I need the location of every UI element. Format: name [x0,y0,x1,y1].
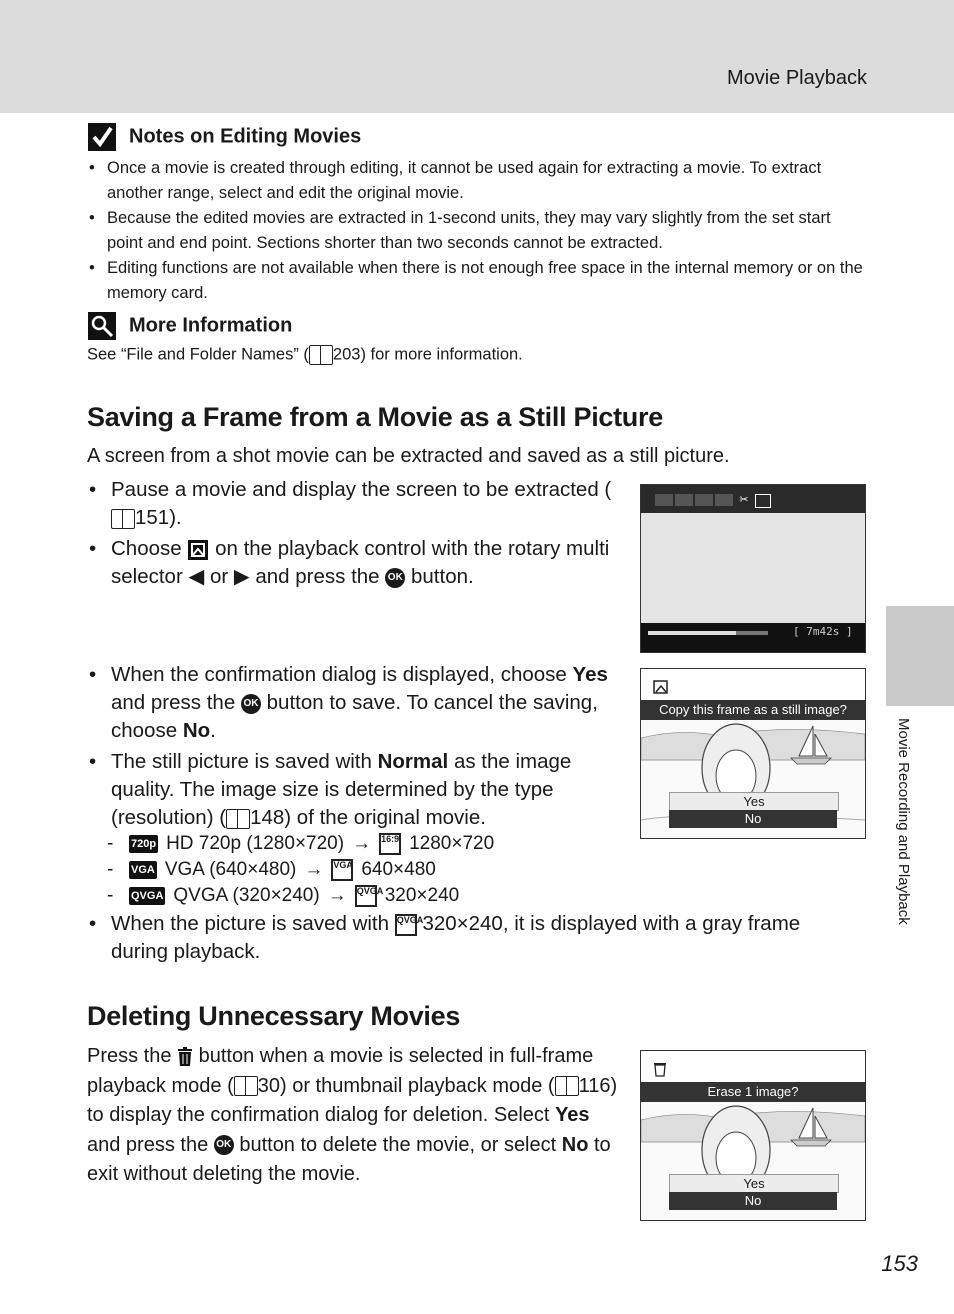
list-item: • When the picture is saved with QVGA 320×240, it is displayed with a gray frame during playback. [87,910,857,966]
section-intro: A screen from a shot movie can be extracted and saved as a still picture. [87,445,730,467]
list-item: - 720p HD 720p (1280×720) → 16:9 1280×720 [107,833,495,854]
movie-paused-screen [640,484,866,653]
steps-list-3 [87,910,857,969]
save-frame-icon [755,494,771,508]
image-size-16-9-icon: 16:9 [379,833,401,855]
section-title: Movie Playback [726,67,867,89]
no-option[interactable]: No [669,1192,837,1210]
play-icon [675,494,693,506]
steps-list-2 [87,661,622,835]
page-header [0,0,954,113]
time-remaining: [ 7m42s ] [793,625,853,638]
delete-instructions: Press the button when a movie is selected in full-frame playback mode ( 30) or thumbnail playback mode ( 116) to display the confirmation dialog for deletion. Select Yes and press the OK button to delete the movie, or select No to exit without deleting the movie. [87,1045,618,1185]
list-item: - VGA VGA (640×480) → VGA 640×480 [107,859,436,880]
ok-button-icon: OK [214,1135,234,1155]
list-item: • Because the edited movies are extracted in 1-second units, they may vary slightly from the set start point and end point. Sections shorter than two seconds cannot be extracted. [87,206,867,256]
progress-bar [648,631,768,635]
magnifier-icon [87,311,117,341]
steps-list-1 [87,476,622,594]
list-item: - QVGA QVGA (320×240) → QVGA 320×240 [107,885,460,906]
left-arrow-icon: ◀ [188,565,205,588]
more-info-text: See “File and Folder Names” ( 203) for more information. [87,345,523,364]
vga-movie-icon: VGA [129,861,157,879]
yes-option[interactable]: Yes [669,792,839,811]
list-item: • When the confirmation dialog is displayed, choose Yes and press the OK button to save. To cancel the saving, choose No. [87,661,622,745]
book-ref-icon [111,509,135,529]
dialog-prompt: Erase 1 image? [641,1082,865,1102]
page-number: 153 [881,1251,918,1276]
trash-icon [177,1047,193,1067]
no-option[interactable]: No [669,810,837,828]
save-frame-icon [653,679,669,700]
chapter-tab [886,606,954,706]
notes-heading: Notes on Editing Movies [87,122,361,152]
book-ref-icon [234,1076,258,1096]
right-arrow-icon: ▶ [233,565,250,588]
list-item: • Choose on the playback control with the rotary multi selector ◀ or ▶ and press the OK button. [87,535,622,591]
stop-icon [695,494,713,506]
image-size-qvga-icon: QVGA [395,914,417,936]
dialog-prompt: Copy this frame as a still image? [641,700,865,720]
advance-frame-icon [715,494,733,506]
book-ref-icon [309,345,333,365]
check-note-icon [87,122,117,152]
image-size-qvga-icon: QVGA [355,885,377,907]
hd720-movie-icon: 720p [129,835,158,853]
chapter-tab-label: Movie Recording and Playback [895,718,912,925]
ok-button-icon: OK [385,568,405,588]
trash-icon [653,1061,667,1082]
list-item: • Once a movie is created through editing, it cannot be used again for extracting a movie. To extract another range, select and edit the original movie. [87,156,867,206]
more-info-heading: More Information [87,311,292,341]
section-heading: Saving a Frame from a Movie as a Still Picture [87,402,663,432]
qvga-movie-icon: QVGA [129,887,165,905]
section-heading: Deleting Unnecessary Movies [87,1001,461,1031]
book-ref-icon [555,1076,579,1096]
resolution-list [107,831,494,909]
ok-button-icon: OK [241,694,261,714]
progress-area [641,623,865,652]
erase-dialog-screen [640,1050,866,1221]
save-frame-icon [187,539,209,561]
yes-option[interactable]: Yes [669,1174,839,1193]
list-item: • Pause a movie and display the screen to be extracted (151). [87,476,622,532]
list-item: • The still picture is saved with Normal as the image quality. The image size is determined by the type (resolution) ( 148) of the original movie. [87,748,622,832]
notes-list [87,156,867,306]
rewind-frame-icon [655,494,673,506]
book-ref-icon [226,809,250,829]
image-size-vga-icon: VGA [331,859,353,881]
list-item: • Editing functions are not available when there is not enough free space in the internal memory or on the memory card. [87,256,867,306]
edit-scissors-icon: ✂ [739,494,749,506]
playback-control-bar [641,485,865,513]
copy-frame-dialog-screen [640,668,866,839]
